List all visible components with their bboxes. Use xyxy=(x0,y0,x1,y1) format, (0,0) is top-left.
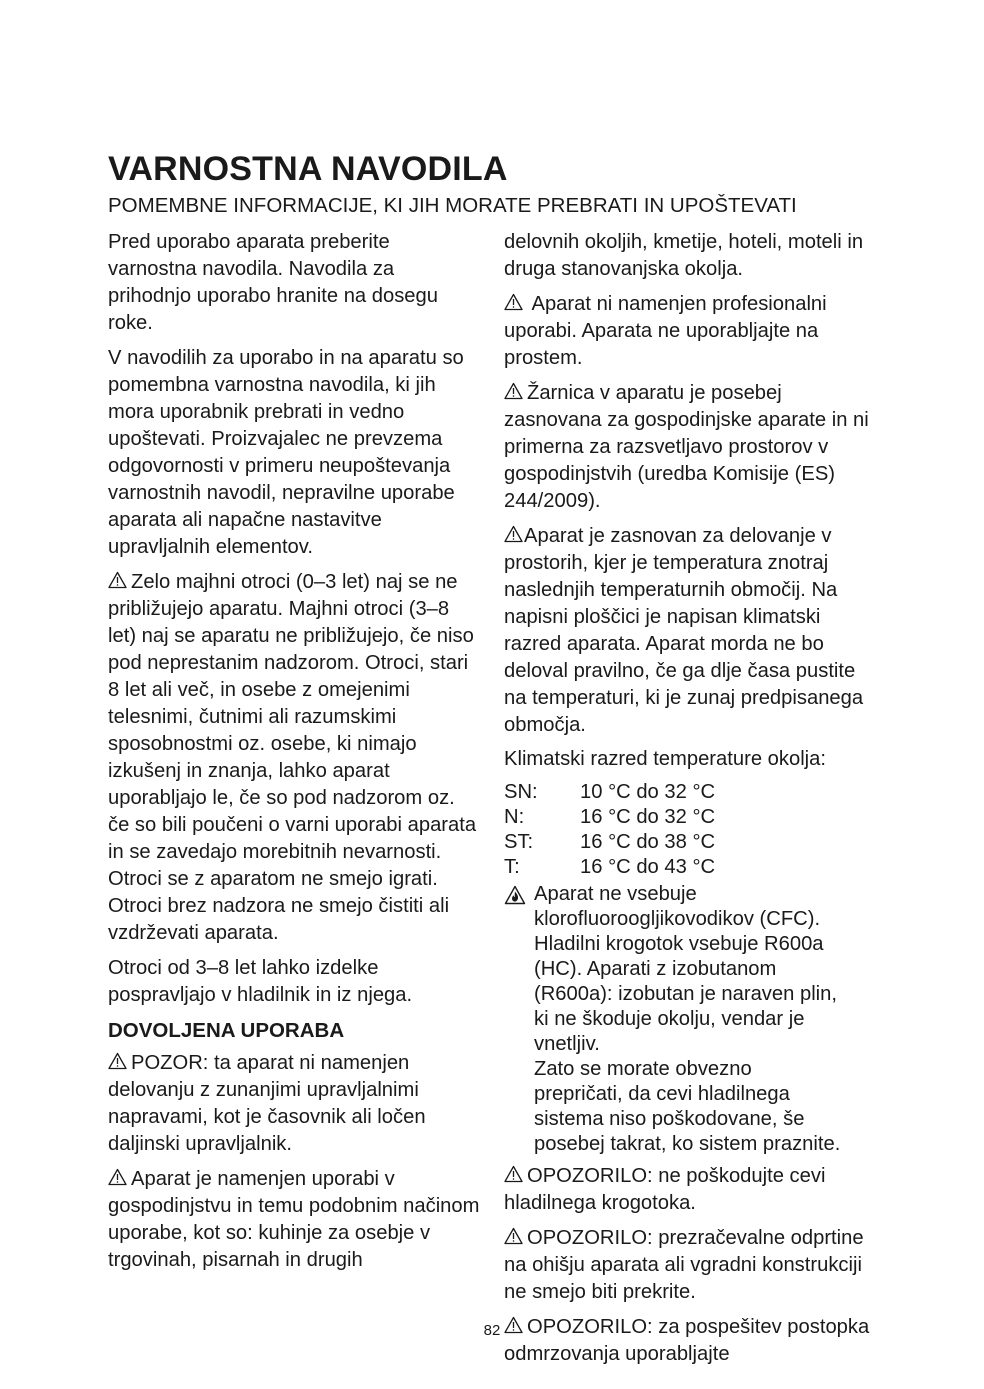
paragraph-usage-environments: delovnih okoljih, kmetije, hoteli, moteli in druga stanovanjska okolja. xyxy=(504,231,864,280)
paragraph-children-safety xyxy=(108,569,480,947)
climate-class-heading: Klimatski razred temperature okolja: xyxy=(504,748,827,770)
temperature-ranges-text: Aparat je zasnovan za delovanje v prostorih, kjer je temperatura znotraj naslednjih temperaturnih območij. Na napisni ploščici je napisan klimatski razred aparata. Aparat morda ne bo deloval pravilno, če ga dlje časa pustite na temperaturi, ki je zunaj predpisanega območja. xyxy=(504,525,864,736)
right-column xyxy=(504,229,882,1376)
warning-pipes-text: OPOZORILO: ne poškodujte cevi hladilnega krogotoka. xyxy=(504,1165,826,1214)
warning-triangle-icon xyxy=(504,382,523,400)
warning-triangle-icon xyxy=(108,1168,127,1186)
climate-class-range: 16 °C do 32 °C xyxy=(580,806,716,828)
page-title: VARNOSTNA NAVODILA xyxy=(108,150,508,188)
paragraph-household-use xyxy=(108,1166,480,1274)
climate-class-range: 16 °C do 38 °C xyxy=(580,831,716,853)
warning-triangle-icon xyxy=(504,1165,523,1183)
refrigerant-line: (R600a): izobutan je naraven plin, xyxy=(534,983,837,1005)
caution-external-control-text: POZOR: ta aparat ni namenjen delovanju z zunanjimi upravljalnimi napravami, kot je časovnik ali ločen daljinski upravljalnik. xyxy=(108,1052,426,1155)
refrigerant-line: (HC). Aparati z izobutanom xyxy=(534,958,777,980)
climate-class-code: SN: xyxy=(504,781,538,803)
paragraph-temperature-ranges xyxy=(504,523,882,739)
refrigerant-line: sistema niso poškodovane, še xyxy=(534,1108,805,1130)
refrigerant-line: prepričati, da cevi hladilnega xyxy=(534,1083,790,1105)
paragraph-refrigerant xyxy=(504,882,882,1157)
climate-class-range: 10 °C do 32 °C xyxy=(580,781,716,803)
children-safety-text: Zelo majhni otroci (0–3 let) naj se ne približujejo aparatu. Majhni otroci (3–8 let) naj se aparatu ne približujejo, če niso pod neprestanim nadzorom. Otroci, stari 8 let ali več, in osebe z omejenimi telesnimi, čutnimi ali razumskimi sposobnostmi oz. osebe, ki nimajo izkušenj in znanja, lahko aparat uporabljajo le, če so pod nadzorom oz. če so bili poučeni o varni uporabi aparata in se zavedajo morebitnih nevarnosti. Otroci se z aparatom ne smejo igrati. Otroci brez nadzora ne smejo čistiti ali vzdrževati aparata. xyxy=(108,571,477,944)
climate-row xyxy=(504,780,882,805)
not-professional-text: Aparat ni namenjen profesionalni uporabi. Aparata ne uporabljajte na prostem. xyxy=(504,293,827,369)
warning-vents-text: OPOZORILO: prezračevalne odprtine na ohišju aparata ali vgradni konstrukciji ne smejo biti prekrite. xyxy=(504,1227,864,1303)
paragraph-caution-external-control xyxy=(108,1050,480,1158)
paragraph-warning-vents xyxy=(504,1225,882,1306)
refrigerant-line: klorofluoroogljikovodikov (CFC). xyxy=(534,908,821,930)
page-number: 82 xyxy=(483,1322,501,1339)
paragraph-read-instructions: Pred uporabo aparata preberite varnostna navodila. Navodila za prihodnjo uporabo hranite na dosegu roke. xyxy=(108,231,438,334)
section-heading-permitted-use: DOVOLJENA UPORABA xyxy=(108,1019,345,1042)
climate-class-code: ST: xyxy=(504,831,534,853)
flammable-warning-icon xyxy=(504,885,526,905)
refrigerant-line: Zato se morate obvezno xyxy=(534,1058,752,1080)
paragraph-manufacturer-liability: V navodilih za uporabo in na aparatu so pomembna varnostna navodila, ki jih mora uporabnik prebrati in vedno upoštevati. Proizvajalec ne prevzema odgovornosti v primeru neupoštevanja varnostnih navodil, nepravilne uporabe aparata ali napačne nastavitve upravljalnih elementov. xyxy=(108,347,464,558)
paragraph-warning-pipes xyxy=(504,1163,882,1217)
refrigerant-line: posebej takrat, ko sistem praznite. xyxy=(534,1133,841,1155)
refrigerant-line: vnetljiv. xyxy=(534,1033,600,1055)
refrigerant-line: ki ne škoduje okolju, vendar je xyxy=(534,1008,805,1030)
warning-defrost-text: OPOZORILO: za pospešitev postopka odmrzovanja uporabljajte xyxy=(504,1316,870,1365)
climate-class-code: T: xyxy=(504,856,520,878)
paragraph-not-professional xyxy=(504,291,882,372)
page-subtitle: POMEMBNE INFORMACIJE, KI JIH MORATE PREBRATI IN UPOŠTEVATI xyxy=(108,194,797,217)
warning-triangle-icon xyxy=(108,571,127,589)
warning-triangle-icon xyxy=(504,525,523,543)
household-use-text: Aparat je namenjen uporabi v gospodinjstvu in temu podobnim načinom uporabe, kot so: kuhinje za osebje v trgovinah, pisarnah in drugih xyxy=(108,1168,480,1271)
climate-class-range: 16 °C do 43 °C xyxy=(580,856,716,878)
warning-triangle-icon xyxy=(108,1052,127,1070)
climate-class-table xyxy=(504,780,882,880)
climate-row xyxy=(504,830,882,855)
refrigerant-line: Aparat ne vsebuje xyxy=(534,883,697,905)
climate-class-code: N: xyxy=(504,806,525,828)
climate-row xyxy=(504,805,882,830)
climate-row xyxy=(504,855,882,880)
paragraph-children-loading: Otroci od 3–8 let lahko izdelke pospravljajo v hladilnik in iz njega. xyxy=(108,957,413,1006)
left-column xyxy=(108,229,480,1282)
warning-triangle-icon xyxy=(504,1227,523,1245)
refrigerant-line: Hladilni krogotok vsebuje R600a xyxy=(534,933,824,955)
bulb-text: Žarnica v aparatu je posebej zasnovana za gospodinjske aparate in ni primerna za razsvetljavo prostorov v gospodinjstvih (uredba Komisije (ES) 244/2009). xyxy=(504,382,869,512)
warning-triangle-icon xyxy=(504,293,523,311)
paragraph-bulb xyxy=(504,380,882,515)
